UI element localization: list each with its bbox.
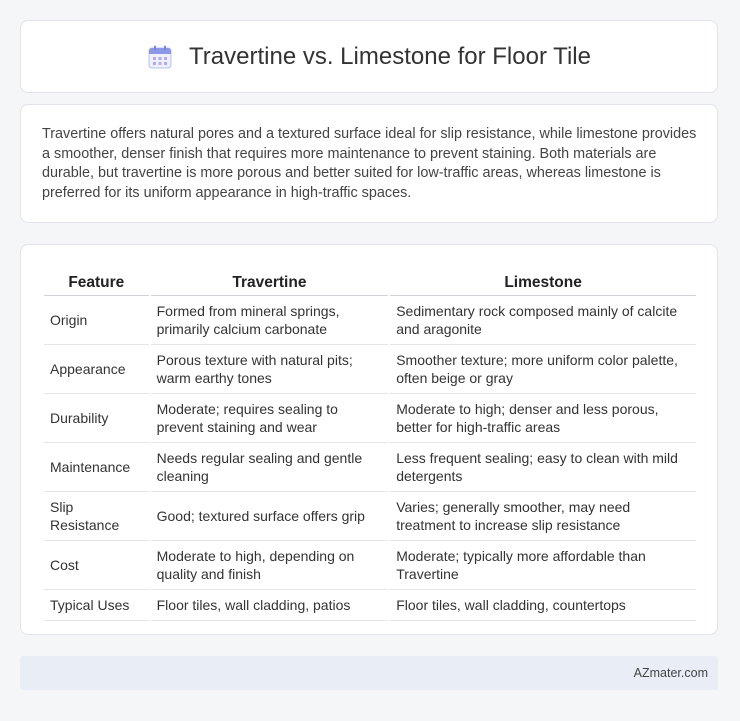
travertine-cell: Good; textured surface offers grip [151,492,389,541]
footer-bar [20,656,718,690]
summary-text: Travertine offers natural pores and a textured surface ideal for slip resistance, while limestone provides a smoother, denser finish that requires more maintenance to prevent staining. Both materials are durable, but travertine is more porous and better suited for low-traffic areas, whereas limestone is preferred for its uniform appearance in high-traffic spaces. [42,126,697,201]
travertine-cell: Porous texture with natural pits; warm earthy tones [151,345,389,394]
feature-cell: Durability [44,394,149,443]
limestone-cell: Sedimentary rock composed mainly of calcite and aragonite [390,296,696,345]
title-wrap [147,43,591,71]
feature-cell: Slip Resistance [44,492,149,541]
title-card [20,20,718,93]
travertine-cell: Formed from mineral springs, primarily calcium carbonate [151,296,389,345]
header-limestone: Limestone [390,264,696,296]
limestone-cell: Moderate to high; denser and less porous, better for high-traffic areas [390,394,696,443]
header-feature: Feature [44,264,149,296]
page-title: Travertine vs. Limestone for Floor Tile [189,42,591,70]
comparison-table [42,264,698,621]
travertine-cell: Moderate; requires sealing to prevent staining and wear [151,394,389,443]
travertine-cell: Floor tiles, wall cladding, patios [151,590,389,621]
header-travertine: Travertine [151,264,389,296]
feature-cell: Appearance [44,345,149,394]
feature-cell: Origin [44,296,149,345]
comparison-table-card [20,244,718,635]
table-row [44,296,696,345]
travertine-cell: Moderate to high, depending on quality and finish [151,541,389,590]
summary-card [20,104,718,223]
table-row [44,394,696,443]
footer-brand[interactable]: AZmater.com [633,666,708,680]
limestone-cell: Floor tiles, wall cladding, countertops [390,590,696,621]
feature-cell: Cost [44,541,149,590]
limestone-cell: Less frequent sealing; easy to clean with mild detergents [390,443,696,492]
table-row [44,541,696,590]
feature-cell: Typical Uses [44,590,149,621]
travertine-cell: Needs regular sealing and gentle cleaning [151,443,389,492]
calendar-icon [147,44,173,70]
table-row [44,492,696,541]
table-header-row [44,264,696,296]
feature-cell: Maintenance [44,443,149,492]
table-row [44,590,696,621]
limestone-cell: Moderate; typically more affordable than Travertine [390,541,696,590]
table-row [44,443,696,492]
limestone-cell: Smoother texture; more uniform color palette, often beige or gray [390,345,696,394]
limestone-cell: Varies; generally smoother, may need treatment to increase slip resistance [390,492,696,541]
table-row [44,345,696,394]
